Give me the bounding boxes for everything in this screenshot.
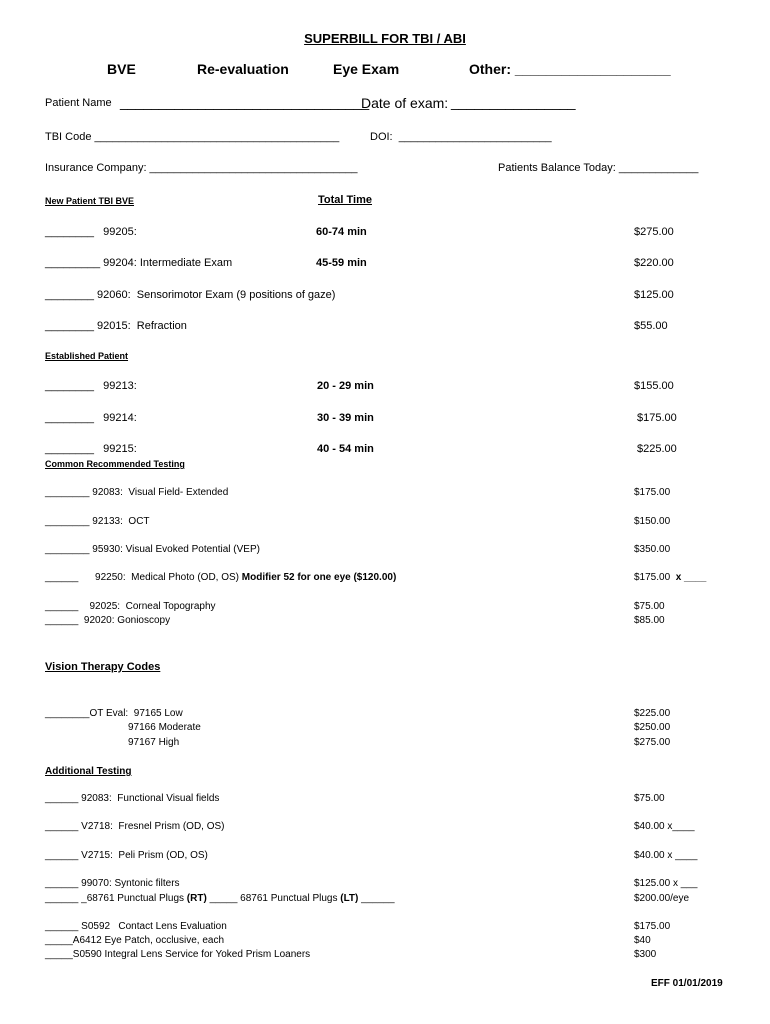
code-price: $200.00/eye	[634, 893, 690, 904]
insurance-company-field[interactable]: Insurance Company: __________________________________	[45, 162, 358, 174]
plugs-rt-label: (RT)	[186, 893, 207, 904]
code-row[interactable]: ________ 92060: Sensorimotor Exam (9 positions of gaze)	[45, 289, 336, 301]
code-price: $300	[634, 949, 657, 960]
punctual-plugs-row[interactable]	[45, 893, 395, 904]
quantity-blank[interactable]: x ___	[672, 878, 698, 889]
code-row[interactable]: ________ 99214:	[45, 412, 137, 424]
code-row[interactable]: ________ 95930: Visual Evoked Potential (VEP)	[45, 544, 260, 555]
peli-price-row	[634, 850, 697, 861]
code-price: $175.00	[637, 412, 677, 424]
date-of-exam-field[interactable]: ________________	[451, 94, 576, 110]
plugs-code-rt: ______ _68761 Punctual Plugs	[45, 893, 187, 904]
ot-eval-high: 97167 High	[128, 737, 180, 748]
code-row[interactable]: _____A6412 Eye Patch, occlusive, each	[45, 935, 225, 946]
exam-type-bve: BVE	[107, 61, 136, 77]
exam-type-reevaluation: Re-evaluation	[197, 61, 289, 77]
code-price: $55.00	[634, 320, 668, 332]
code-price: $350.00	[634, 544, 671, 555]
vision-therapy-heading: Vision Therapy Codes	[45, 661, 161, 673]
code-price: $85.00	[634, 615, 665, 626]
code-time: 20 - 29 min	[317, 380, 374, 392]
patient-name-field[interactable]: ________________________________	[120, 94, 370, 110]
doi-field[interactable]: DOI: _________________________	[370, 131, 552, 143]
code-row[interactable]: ________ 92133: OCT	[45, 516, 150, 527]
code-row[interactable]: ________ 99215:	[45, 443, 137, 455]
code-row[interactable]: ________ 99205:	[45, 226, 137, 238]
code-price: $40.00	[634, 850, 665, 861]
exam-type-other[interactable]: Other: ____________________	[469, 61, 671, 77]
code-time: 45-59 min	[316, 257, 367, 269]
patient-name-label: Patient Name	[45, 97, 112, 109]
tbi-code-field[interactable]: TBI Code ________________________________________	[45, 131, 340, 143]
code-price: $250.00	[634, 722, 671, 733]
modifier-note: Modifier 52 for one eye ($120.00)	[241, 572, 397, 583]
plugs-lt-label: (LT)	[340, 893, 359, 904]
code-row[interactable]: ______ V2718: Fresnel Prism (OD, OS)	[45, 821, 225, 832]
new-patient-heading: New Patient TBI BVE	[45, 196, 135, 206]
ot-eval-moderate: 97166 Moderate	[128, 722, 201, 733]
code-row[interactable]: ______ 99070: Syntonic filters	[45, 878, 180, 889]
code-price: $150.00	[634, 516, 671, 527]
code-price: $75.00	[634, 601, 665, 612]
code-time: 30 - 39 min	[317, 412, 374, 424]
code-price: $155.00	[634, 380, 674, 392]
code-price: $275.00	[634, 226, 674, 238]
plugs-blank[interactable]: ______	[358, 893, 395, 904]
medical-photo-price-row	[634, 572, 706, 583]
quantity-blank[interactable]: x____	[667, 821, 695, 832]
date-of-exam-label: Date of exam:	[361, 95, 449, 111]
code-row[interactable]: _________ 99204: Intermediate Exam	[45, 257, 233, 269]
code-price: $175.00	[634, 572, 671, 583]
fresnel-price-row	[634, 821, 695, 832]
established-patient-heading: Established Patient	[45, 351, 129, 361]
medical-photo-row[interactable]	[45, 572, 396, 583]
code-row[interactable]: ______ 92025: Corneal Topography	[45, 601, 216, 612]
quantity-blank[interactable]: x ____	[675, 572, 707, 583]
code-price: $40.00	[634, 821, 665, 832]
additional-testing-heading: Additional Testing	[45, 766, 132, 777]
page-title: SUPERBILL FOR TBI / ABI	[304, 31, 466, 46]
patients-balance-field[interactable]: Patients Balance Today: _____________	[498, 162, 699, 174]
code-price: $40	[634, 935, 651, 946]
code-row[interactable]: ________ 99213:	[45, 380, 137, 392]
syntonic-price-row	[634, 878, 697, 889]
code-row[interactable]: ________ 92083: Visual Field- Extended	[45, 487, 229, 498]
effective-date: EFF 01/01/2019	[651, 978, 723, 989]
code-row[interactable]: ________ 92015: Refraction	[45, 320, 187, 332]
code-row[interactable]: ______ S0592 Contact Lens Evaluation	[45, 921, 227, 932]
exam-type-eye-exam: Eye Exam	[333, 61, 400, 77]
code-row[interactable]: ______ 92083: Functional Visual fields	[45, 793, 220, 804]
plugs-code-lt: _____ 68761 Punctual Plugs	[206, 893, 341, 904]
code-price: $125.00	[634, 878, 671, 889]
code-price: $225.00	[634, 708, 671, 719]
code-price: $125.00	[634, 289, 674, 301]
code-price: $225.00	[637, 443, 677, 455]
total-time-heading: Total Time	[318, 194, 372, 206]
code-price: $220.00	[634, 257, 674, 269]
quantity-blank[interactable]: x ____	[667, 850, 698, 861]
medical-photo-code: ______ 92250: Medical Photo (OD, OS)	[45, 572, 239, 583]
code-price: $75.00	[634, 793, 665, 804]
code-time: 40 - 54 min	[317, 443, 374, 455]
code-price: $175.00	[634, 921, 671, 932]
code-price: $275.00	[634, 737, 671, 748]
common-testing-heading: Common Recommended Testing	[45, 459, 185, 469]
code-time: 60-74 min	[316, 226, 367, 238]
code-row[interactable]: ______ 92020: Gonioscopy	[45, 615, 171, 626]
code-row[interactable]: _____S0590 Integral Lens Service for Yoked Prism Loaners	[45, 949, 311, 960]
code-price: $175.00	[634, 487, 671, 498]
ot-eval-row[interactable]: ________OT Eval: 97165 Low	[45, 708, 183, 719]
code-row[interactable]: ______ V2715: Peli Prism (OD, OS)	[45, 850, 208, 861]
